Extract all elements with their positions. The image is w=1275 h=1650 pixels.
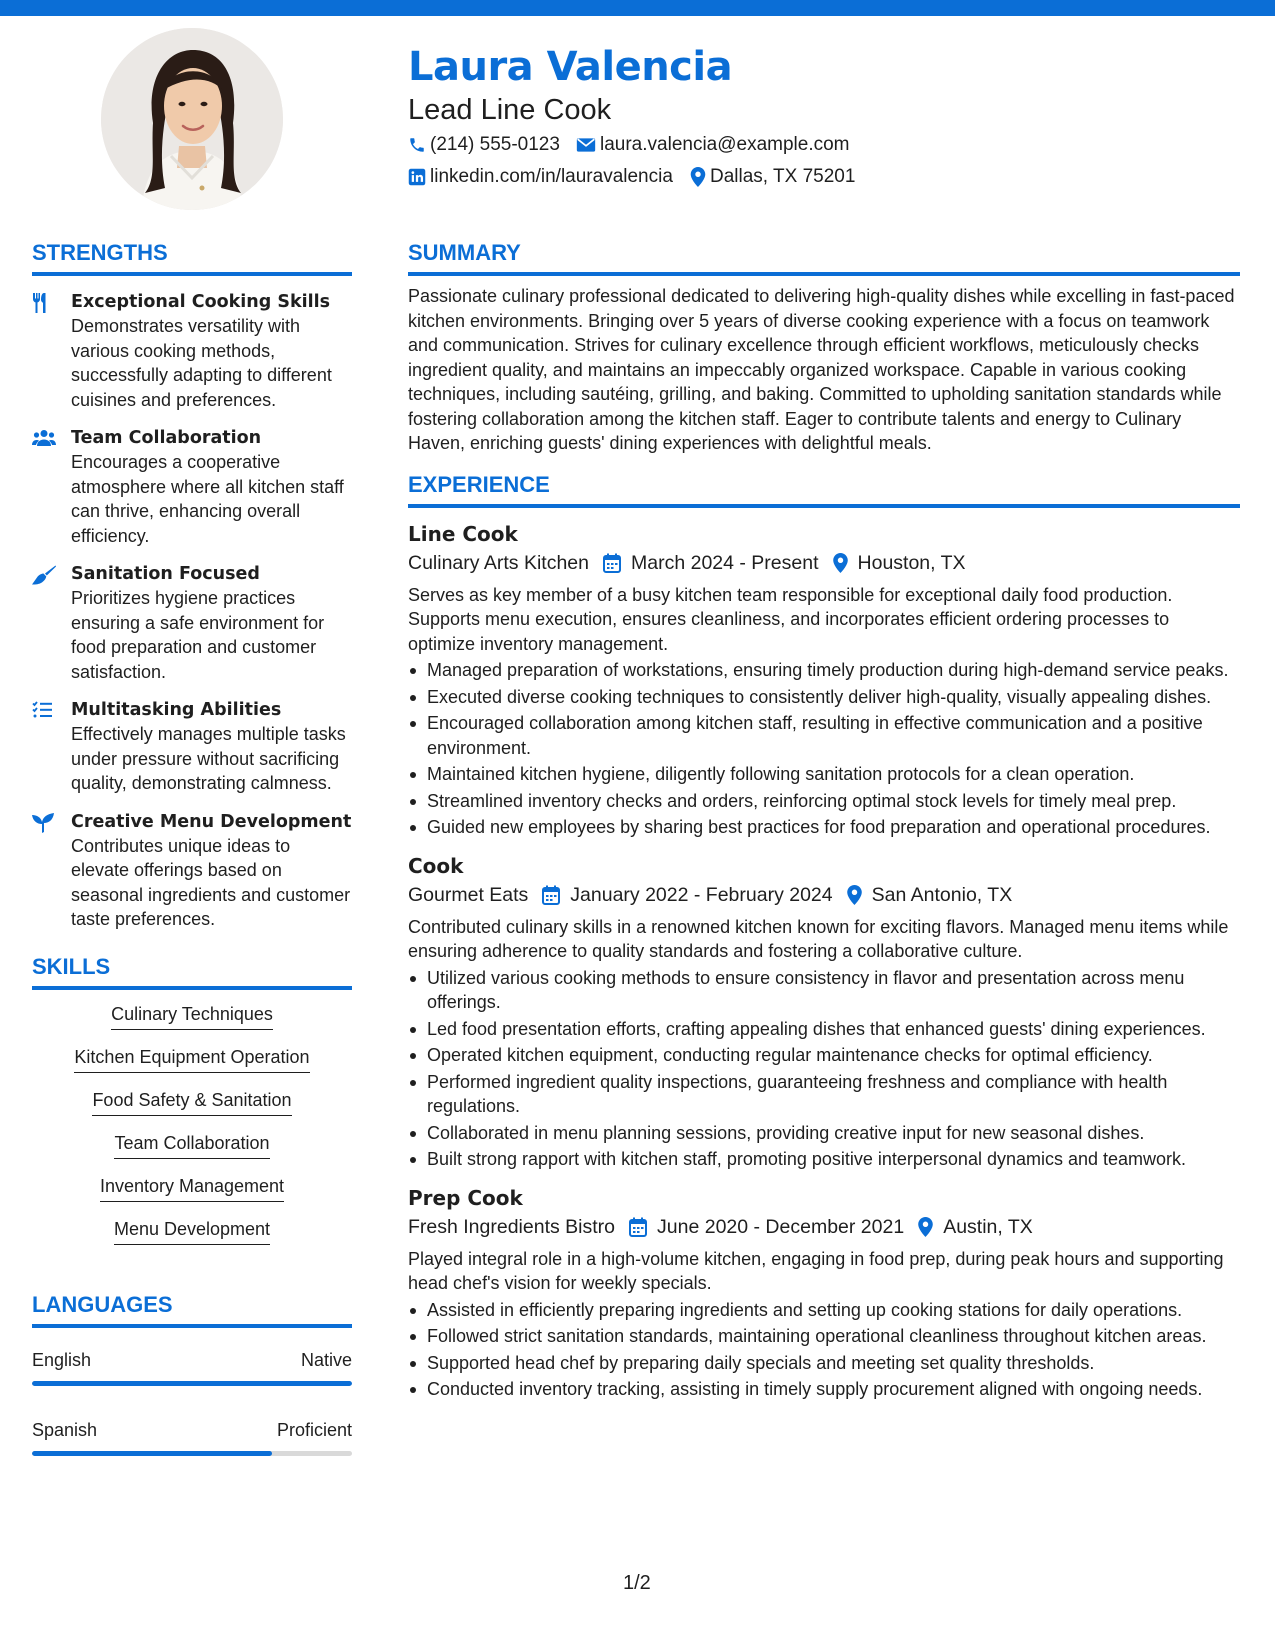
contact-location xyxy=(690,166,855,188)
experience-heading: EXPERIENCE xyxy=(408,472,1240,508)
job-bullets xyxy=(408,966,1240,1172)
linkedin-text[interactable]: linkedin.com/in/lauravalencia xyxy=(430,166,673,187)
users-icon xyxy=(32,429,56,447)
candidate-name: Laura Valencia xyxy=(408,44,733,90)
language-level: Proficient xyxy=(276,1419,352,1440)
job-location: Austin, TX xyxy=(943,1215,1033,1238)
skill-item: Food Safety & Sanitation xyxy=(92,1090,291,1116)
skills-list xyxy=(32,1004,352,1262)
contact-email[interactable] xyxy=(576,134,850,156)
experience-bullet: Guided new employees by sharing best practices for food preparation and operational procedures. xyxy=(408,815,1240,840)
job-title: Cook xyxy=(408,853,464,878)
language-item xyxy=(32,1350,352,1386)
calendar-icon xyxy=(542,885,560,905)
envelope-icon xyxy=(576,137,596,153)
job-location: San Antonio, TX xyxy=(871,883,1013,906)
job-location: Houston, TX xyxy=(857,551,966,574)
strengths-heading: STRENGTHS xyxy=(32,240,352,276)
experience-bullet: Led food presentation efforts, crafting appealing dishes that enhanced guests' dining experiences. xyxy=(408,1017,1240,1042)
experience-bullet: Conducted inventory tracking, assisting in timely supply procurement aligned with ongoing needs. xyxy=(408,1377,1240,1402)
experience-bullet: Executed diverse cooking techniques to consistently deliver high-quality, visually appealing dishes. xyxy=(408,685,1240,710)
company-name: Fresh Ingredients Bistro xyxy=(408,1215,616,1238)
language-level: Native xyxy=(300,1349,352,1370)
list-check-icon xyxy=(32,701,52,719)
strength-item xyxy=(32,426,352,548)
company-name: Culinary Arts Kitchen xyxy=(408,551,589,574)
strength-desc: Prioritizes hygiene practices ensuring a safe environment for food preparation and customer satisfaction. xyxy=(71,588,325,682)
skills-heading: SKILLS xyxy=(32,954,352,990)
job-description: Serves as key member of a busy kitchen team responsible for exceptional daily food production. Supports menu execution, ensures cleanliness, and incorporates efficient ordering processes to optimize inventory management. xyxy=(408,584,1173,654)
left-column xyxy=(32,240,352,1456)
job-meta xyxy=(408,884,1240,907)
experience-bullet: Encouraged collaboration among kitchen staff, resulting in effective communication and a positive environment. xyxy=(408,711,1240,760)
top-accent-bar xyxy=(0,0,1275,16)
summary-heading: SUMMARY xyxy=(408,240,1240,276)
skill-item: Culinary Techniques xyxy=(111,1004,273,1030)
languages-heading: LANGUAGES xyxy=(32,1292,352,1328)
job-meta xyxy=(408,1216,1240,1239)
experience-entry xyxy=(408,520,1240,840)
strength-title: Creative Menu Development xyxy=(71,811,352,832)
contact-phone xyxy=(408,134,560,156)
experience-bullet: Streamlined inventory checks and orders, reinforcing optimal stock levels for timely meal prep. xyxy=(408,789,1240,814)
strength-item xyxy=(32,698,352,796)
skill-item: Inventory Management xyxy=(100,1176,284,1202)
job-dates: March 2024 - Present xyxy=(631,551,819,574)
linkedin-icon xyxy=(408,168,426,186)
phone-text: (214) 555-0123 xyxy=(430,134,560,155)
experience-bullet: Supported head chef by preparing daily specials and meeting set quality thresholds. xyxy=(408,1351,1240,1376)
job-description: Contributed culinary skills in a renowned kitchen known for exciting flavors. Managed menu items while ensuring adherence to quality standards and fostering a collaborative culture. xyxy=(408,916,1229,961)
experience-bullet: Built strong rapport with kitchen staff, promoting positive interpersonal dynamics and teamwork. xyxy=(408,1147,1240,1172)
strength-item xyxy=(32,562,352,684)
location-text: Dallas, TX 75201 xyxy=(710,166,856,187)
phone-icon xyxy=(408,136,426,154)
strength-desc: Encourages a cooperative atmosphere where all kitchen staff can thrive, enhancing overall efficiency. xyxy=(71,452,344,546)
summary-text: Passionate culinary professional dedicated to delivering high-quality dishes while excelling in fast-paced kitchen environments. Bringing over 5 years of diverse cooking experience with a focus on teamwork and communication. Strives for culinary excellence through efficient workflows, meticulously checks ingredient quality, and maintains an impeccably organized workspace. Capable in various cooking techniques, including sautéing, grilling, and baking. Committed to upholding sanitation standards while fostering collaboration among the kitchen staff. Eager to contribute talents and energy to Culinary Haven, enriching guests' dining experiences with delightful meals. xyxy=(408,286,1235,453)
language-bar xyxy=(32,1381,352,1386)
skill-item: Menu Development xyxy=(114,1219,270,1245)
profile-photo xyxy=(101,28,283,210)
experience-bullet: Followed strict sanitation standards, maintaining operational cleanliness throughout kitchen areas. xyxy=(408,1324,1240,1349)
experience-bullet: Maintained kitchen hygiene, diligently following sanitation protocols for a clean operation. xyxy=(408,762,1240,787)
skill-item: Team Collaboration xyxy=(114,1133,269,1159)
strength-title: Multitasking Abilities xyxy=(71,700,282,720)
map-pin-icon xyxy=(847,885,862,905)
email-text[interactable]: laura.valencia@example.com xyxy=(600,134,850,155)
calendar-icon xyxy=(603,553,621,573)
experience-bullet: Utilized various cooking methods to ensure consistency in flavor and presentation across menu offerings. xyxy=(408,966,1240,1015)
job-title: Prep Cook xyxy=(408,1185,523,1210)
strength-desc: Contributes unique ideas to elevate offerings based on seasonal ingredients and customer taste preferences. xyxy=(71,835,351,929)
map-pin-icon xyxy=(833,553,848,573)
job-title: Line Cook xyxy=(408,521,518,546)
experience-bullet: Managed preparation of workstations, ensuring timely production during high-demand service peaks. xyxy=(408,658,1240,683)
experience-bullet: Assisted in efficiently preparing ingredients and setting up cooking stations for daily operations. xyxy=(408,1298,1240,1323)
experience-entry xyxy=(408,1184,1240,1402)
language-bar-fill xyxy=(32,1381,352,1386)
map-pin-icon xyxy=(918,1217,933,1237)
broom-icon xyxy=(32,565,56,585)
calendar-icon xyxy=(629,1217,647,1237)
contact-linkedin[interactable] xyxy=(408,166,673,188)
job-bullets xyxy=(408,1298,1240,1402)
strength-desc: Effectively manages multiple tasks under pressure without sacrificing quality, demonstrating calmness. xyxy=(71,724,346,793)
experience-entry xyxy=(408,852,1240,1172)
experience-bullet: Performed ingredient quality inspections, guaranteeing freshness and compliance with health regulations. xyxy=(408,1070,1240,1119)
strength-item xyxy=(32,810,352,932)
strength-title: Team Collaboration xyxy=(71,428,262,448)
language-bar xyxy=(32,1451,352,1456)
page-number: 1/2 xyxy=(623,1572,651,1594)
job-dates: June 2020 - December 2021 xyxy=(657,1215,905,1238)
job-role-title: Lead Line Cook xyxy=(408,94,612,126)
experience-bullet: Collaborated in menu planning sessions, providing creative input for new seasonal dishes. xyxy=(408,1121,1240,1146)
seedling-icon xyxy=(32,813,54,833)
language-name: Spanish xyxy=(32,1419,98,1440)
language-name: English xyxy=(32,1349,92,1370)
language-bar-fill xyxy=(32,1451,272,1456)
right-column xyxy=(408,240,1240,1404)
map-pin-icon xyxy=(690,167,706,187)
skill-item: Kitchen Equipment Operation xyxy=(74,1047,309,1073)
job-bullets xyxy=(408,658,1240,840)
job-description: Played integral role in a high-volume kitchen, engaging in food prep, during peak hours and supporting head chef's vision for weekly specials. xyxy=(408,1248,1224,1293)
strength-desc: Demonstrates versatility with various cooking methods, successfully adapting to different cuisines and preferences. xyxy=(71,316,332,410)
job-meta xyxy=(408,552,1240,575)
company-name: Gourmet Eats xyxy=(408,883,529,906)
strength-item xyxy=(32,290,352,412)
utensils-icon xyxy=(32,293,50,313)
language-item xyxy=(32,1420,352,1456)
job-dates: January 2022 - February 2024 xyxy=(570,883,833,906)
strength-title: Exceptional Cooking Skills xyxy=(71,292,331,312)
strength-title: Sanitation Focused xyxy=(71,564,260,584)
experience-bullet: Operated kitchen equipment, conducting regular maintenance checks for optimal efficiency. xyxy=(408,1043,1240,1068)
